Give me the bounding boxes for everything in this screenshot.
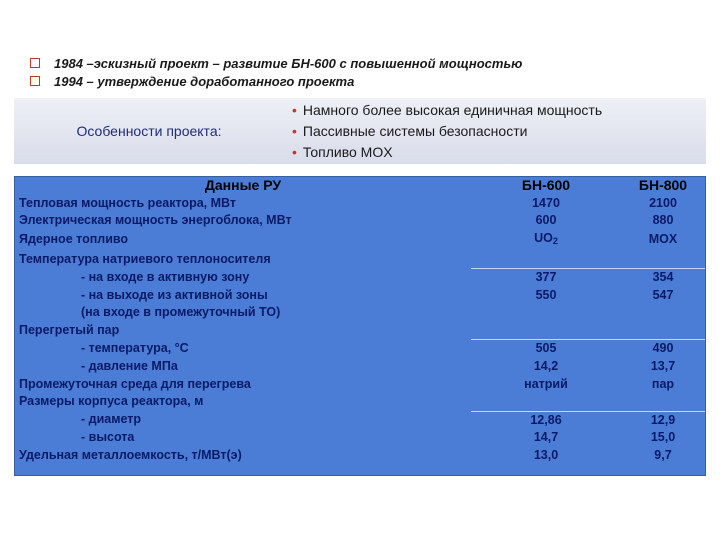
table-row (15, 358, 705, 376)
row-label: - на входе в активную зону (81, 269, 250, 284)
bn800-value (621, 322, 705, 340)
bn600-value (471, 322, 621, 340)
bn600-value: 377 (471, 268, 621, 286)
bn800-value: MOX (648, 232, 678, 247)
bn600-value: 1470 (532, 195, 560, 210)
fuel-formula: UO (534, 230, 553, 245)
bn600-value: 14,7 (533, 430, 559, 445)
bn600-value: 505 (471, 340, 621, 358)
bullet-1994 (30, 72, 710, 90)
design-features-panel (14, 98, 706, 164)
row-label: - высота (81, 430, 135, 445)
row-label: - диаметр (81, 412, 141, 427)
bn800-value (621, 304, 705, 322)
bullet-text: 1984 –эскизный проект – развитие БН-600 с повышенной мощностью (54, 55, 523, 71)
reactor-data-table (14, 176, 706, 476)
bn600-value (471, 304, 621, 322)
bn600-value: 13,0 (533, 447, 559, 462)
table-header-row (15, 177, 705, 195)
table-row (15, 429, 705, 447)
bn600-value: 14,2 (533, 358, 559, 373)
checkbox-bullet-icon (30, 58, 40, 68)
bn800-value: 15,0 (650, 430, 676, 445)
bn800-value: 547 (652, 287, 674, 302)
bn600-value: 550 (535, 287, 557, 302)
bullet-dot-icon: • (292, 101, 297, 118)
table-row (15, 212, 705, 230)
bn600-value: натрий (524, 376, 568, 391)
row-label: Электрическая мощность энергоблока, МВт (19, 213, 292, 228)
feature-item (292, 121, 602, 142)
header-bn600: БН-600 (521, 177, 571, 193)
table-row (15, 393, 705, 411)
bn800-value: 880 (652, 213, 674, 228)
row-label: Тепловая мощность реактора, МВт (19, 195, 236, 210)
feature-text: Намного более высокая единичная мощность (302, 101, 603, 118)
bullet-dot-icon: • (292, 143, 297, 160)
bn600-value (471, 393, 621, 411)
table-row (15, 447, 705, 465)
bn600-value: 12,86 (471, 411, 621, 429)
bullet-dot-icon: • (292, 122, 297, 139)
feature-item (292, 100, 602, 121)
header-parameter: Данные РУ (204, 177, 282, 193)
table-row (15, 230, 705, 251)
row-label: Перегретый пар (19, 323, 120, 337)
bn600-value (471, 230, 621, 251)
table-row (15, 268, 705, 286)
bn800-value: пар (651, 376, 675, 391)
table-row (15, 340, 705, 358)
row-label: Удельная металлоемкость, т/МВт(э) (19, 447, 242, 462)
feature-text: Топливо MOX (302, 143, 393, 160)
row-label: (на входе в промежуточный ТО) (81, 305, 281, 320)
table-row (15, 250, 705, 268)
table-row (15, 195, 705, 213)
feature-item (292, 142, 602, 163)
header-bn800: БН-800 (638, 177, 688, 193)
data-table (15, 177, 705, 465)
row-label: - на выходе из активной зоны (81, 287, 268, 302)
bn800-value: 490 (621, 340, 705, 358)
features-list (284, 100, 602, 163)
bn800-value (621, 250, 705, 268)
table-row (15, 411, 705, 429)
row-label: - давление МПа (81, 358, 178, 373)
feature-text: Пассивные системы безопасности (302, 122, 528, 139)
bn600-value (471, 250, 621, 268)
row-label: - температура, °С (81, 341, 189, 356)
history-bullets (30, 54, 710, 90)
bn800-value: 13,7 (650, 358, 676, 373)
table-row (15, 322, 705, 340)
row-label: Ядерное топливо (19, 232, 129, 247)
bullet-1984 (30, 54, 710, 72)
fuel-subscript: 2 (552, 235, 558, 246)
bn800-value: 354 (621, 268, 705, 286)
bn800-value: 12,9 (621, 411, 705, 429)
features-title: Особенности проекта: (76, 123, 222, 139)
bullet-text: 1994 – утверждение доработанного проекта (54, 73, 355, 89)
checkbox-bullet-icon (30, 76, 40, 86)
bn800-value: 9,7 (654, 447, 672, 462)
row-label: Температура натриевого теплоносителя (19, 251, 271, 266)
row-label: Промежуточная среда для перегрева (19, 376, 251, 391)
table-row (15, 287, 705, 305)
table-row (15, 304, 705, 322)
table-row (15, 376, 705, 394)
bn600-value: 600 (535, 213, 557, 228)
bn800-value: 2100 (649, 195, 677, 210)
bn800-value (621, 393, 705, 411)
row-label: Размеры корпуса реактора, м (19, 394, 204, 409)
